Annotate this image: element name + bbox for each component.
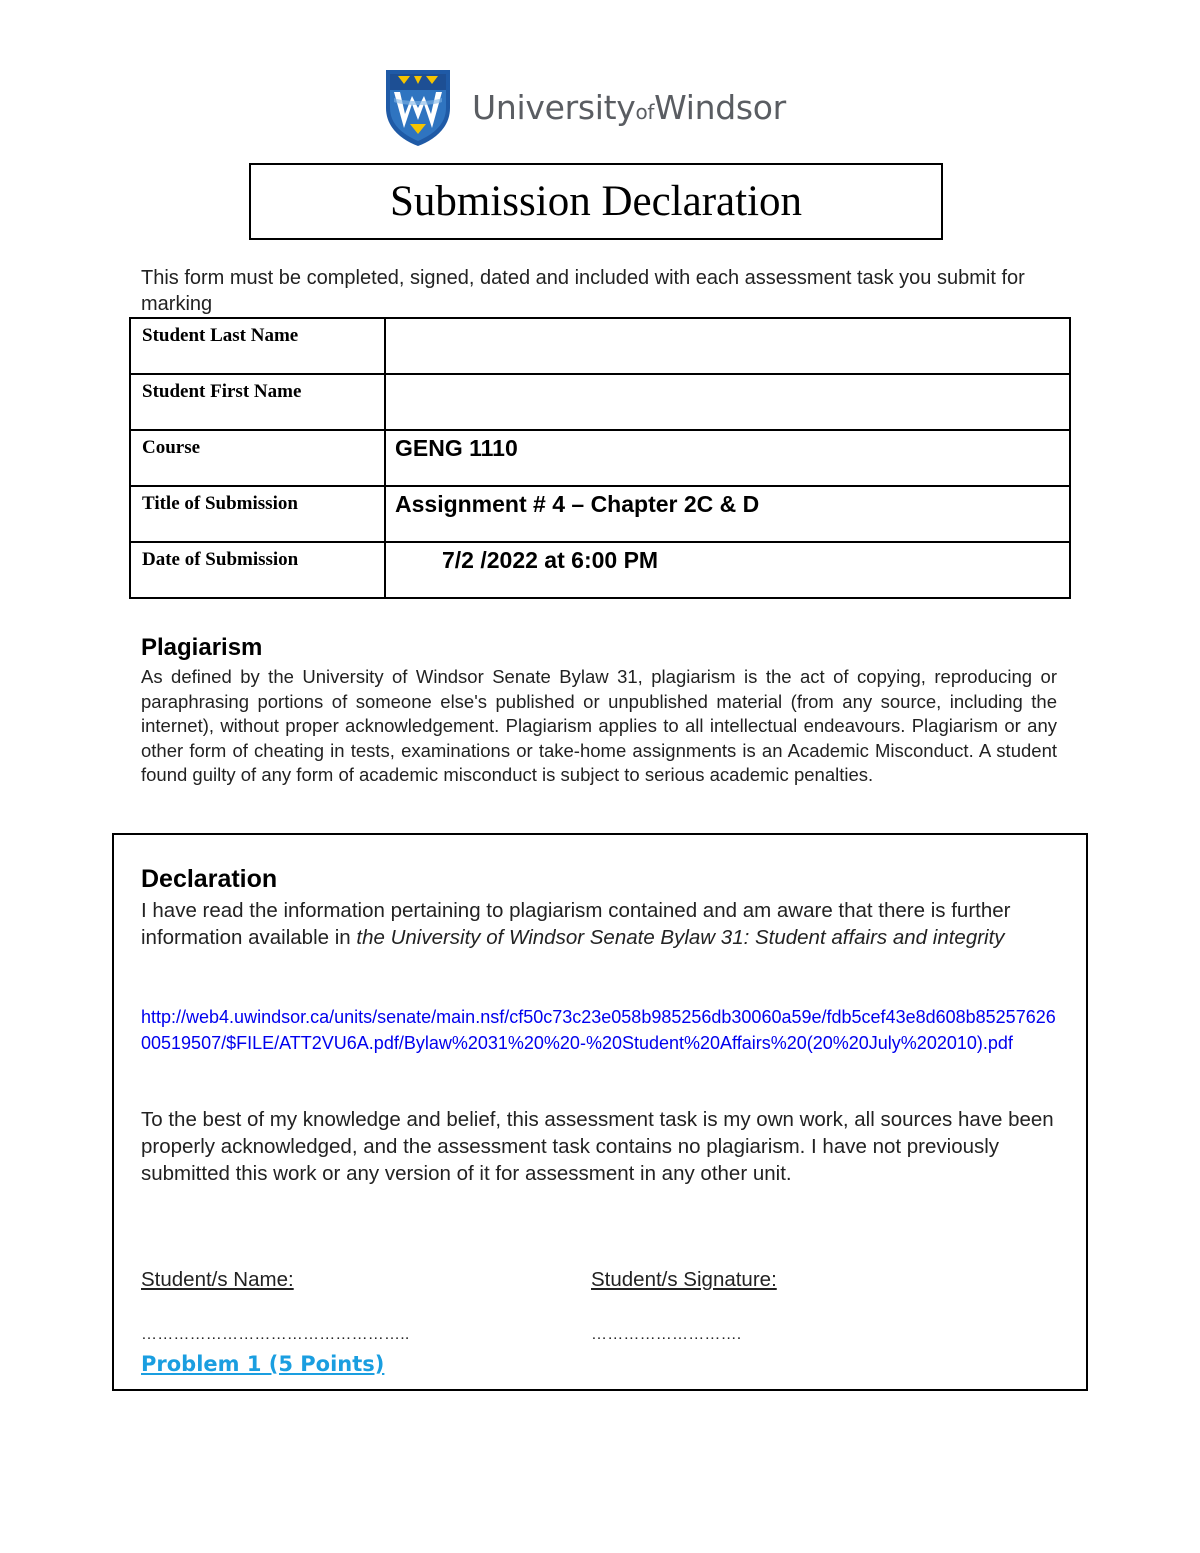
date-field[interactable]: 7/2 /2022 at 6:00 PM — [385, 542, 1070, 598]
row-label-first-name: Student First Name — [130, 374, 385, 430]
declaration-p1-text: I have read the information pertaining to plagiarism contained and am aware that there is further information available in — [141, 899, 1011, 949]
student-name-label: Student/s Name: — [141, 1268, 294, 1291]
plagiarism-body: As defined by the University of Windsor Senate Bylaw 31, plagiarism is the act of copying, reproducing or paraphrasing portions of someone else's published or unpublished material (from any source, including the internet), without proper acknowledgement. Plagiarism applies to all intellectual endeavours. Plagiarism or any other form of cheating in tests, examinations or take-home assignments is an Academic Misconduct. A student found guilty of any form of academic misconduct is subject to serious academic penalties. — [141, 666, 1057, 785]
page-title: Submission Declaration — [249, 163, 943, 240]
last-name-field[interactable] — [385, 318, 1070, 374]
table-row — [130, 542, 1070, 598]
row-label-last-name: Student Last Name — [130, 318, 385, 374]
intro-text: This form must be completed, signed, dated and included with each assessment task you submit for marking — [141, 267, 1025, 315]
declaration-paragraph-2: To the best of my knowledge and belief, this assessment task is my own work, all sources have been properly acknowledged, and the assessment task contains no plagiarism. I have not previously submitted this work or any version of it for assessment in any other unit. — [141, 1108, 1054, 1185]
table-row — [130, 374, 1070, 430]
row-label-title: Title of Submission — [130, 486, 385, 542]
title-field[interactable]: Assignment # 4 – Chapter 2C & D — [385, 486, 1070, 542]
table-row — [130, 430, 1070, 486]
bylaw-link[interactable]: http://web4.uwindsor.ca/units/senate/main.nsf/cf50c73c23e058b985256db30060a59e/fdb5cef43e8d608b852576260051950​7/$FILE/ATT2VU6A.pdf/Bylaw%2031%20%20-%20Student%20Affairs%20(20%20July%202010).pdf — [141, 1007, 1056, 1053]
logo-name-of: of — [635, 100, 655, 124]
table-row — [130, 318, 1070, 374]
row-label-date: Date of Submission — [130, 542, 385, 598]
first-name-field[interactable] — [385, 374, 1070, 430]
plagiarism-heading: Plagiarism — [141, 634, 263, 661]
student-name-field[interactable]: ………………………………………….. — [141, 1326, 410, 1343]
logo-name-part2: Windsor — [654, 88, 786, 127]
student-signature-field[interactable]: ………………………. — [591, 1326, 742, 1343]
university-shield-icon — [384, 68, 452, 148]
row-label-course: Course — [130, 430, 385, 486]
table-row — [130, 486, 1070, 542]
student-signature-label: Student/s Signature: — [591, 1268, 777, 1291]
logo-name-part1: University — [472, 88, 636, 127]
course-field[interactable]: GENG 1110 — [385, 430, 1070, 486]
submission-info-table — [129, 317, 1071, 599]
declaration-heading: Declaration — [141, 865, 278, 893]
logo-wordmark — [472, 88, 786, 127]
declaration-paragraph-1 — [141, 897, 1061, 951]
bylaw-reference: the University of Windsor Senate Bylaw 31: Student affairs and integrity — [356, 926, 1005, 949]
problem-heading[interactable]: Problem 1 (5 Points) — [141, 1352, 385, 1376]
